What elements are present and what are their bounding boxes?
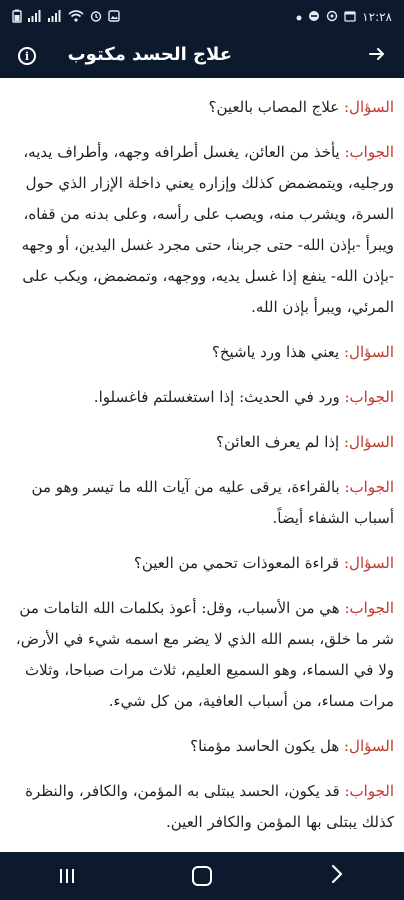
info-button[interactable] bbox=[14, 43, 40, 69]
signal-icon-2 bbox=[48, 10, 62, 24]
calendar-icon bbox=[344, 10, 356, 24]
answer-paragraph bbox=[10, 137, 394, 323]
answer-text: ورد في الحديث: إذا استغسلتم فاغسلوا. bbox=[93, 388, 345, 406]
question-text: يعني هذا ورد ياشيخ؟ bbox=[211, 343, 344, 361]
home-icon bbox=[192, 866, 212, 886]
home-button[interactable] bbox=[172, 856, 232, 896]
answer-label: الجواب: bbox=[344, 143, 394, 161]
question-text: هل يكون الحاسد مؤمنا؟ bbox=[190, 737, 344, 755]
dnd-icon bbox=[308, 10, 320, 24]
question-paragraph bbox=[10, 92, 394, 123]
battery-icon bbox=[12, 9, 22, 25]
recents-button[interactable] bbox=[37, 856, 97, 896]
signal-icon bbox=[28, 10, 42, 24]
question-label: السؤال: bbox=[344, 98, 394, 116]
answer-label: الجواب: bbox=[344, 599, 394, 617]
dot-icon bbox=[296, 12, 302, 23]
question-text: إذا لم يعرف العائن؟ bbox=[216, 433, 344, 451]
back-button[interactable] bbox=[364, 43, 390, 69]
chevron-right-icon bbox=[331, 864, 343, 888]
status-time: ١٢:٢٨ bbox=[362, 10, 392, 24]
question-paragraph bbox=[10, 548, 394, 579]
question-label: السؤال: bbox=[344, 343, 394, 361]
photo-icon bbox=[108, 10, 120, 24]
page-title: علاج الحسد مكتوب bbox=[67, 44, 232, 65]
sync-icon bbox=[326, 10, 338, 24]
answer-text: بالقراءة، يرقى عليه من آيات الله ما تيسر وهو من أسباب الشفاء أيضاً. bbox=[31, 478, 394, 527]
question-text: علاج المصاب بالعين؟ bbox=[208, 98, 344, 116]
answer-label: الجواب: bbox=[344, 478, 394, 496]
answer-label: الجواب: bbox=[344, 782, 394, 800]
status-bar bbox=[0, 0, 404, 34]
question-paragraph bbox=[10, 731, 394, 762]
answer-text: يأخذ من العائن، يغسل أطرافه وجهه، وأطراف يديه، ورجليه، ويتمضمض كذلك وإزاره يعني داخلة الإزار الذي حول السرة، ويشرب منه، ويصب على رأسه، وعلى بدنه من قفاه، ويبرأ -بإذن الله- حتى جربنا، حتى مجرد غسل اليدين، أو وجهه -بإذن الله- ينفع إذا غسل يديه، ووجهه، وتمضمض، ويكب على المرئي، ويبرأ بإذن الله. bbox=[21, 143, 394, 316]
recents-icon bbox=[60, 869, 74, 883]
question-paragraph bbox=[10, 427, 394, 458]
system-nav-bar bbox=[0, 852, 404, 900]
question-paragraph bbox=[10, 337, 394, 368]
answer-text: هي من الأسباب، وقل: أعوذ بكلمات الله التامات من شر ما خلق، بسم الله الذي لا يضر مع اسمه شيء في الأرض، ولا في السماء، وهو السميع العليم، ثلاث مرات صباحا، وثلاث مرات مساء، من أسباب العافية، من كل شيء. bbox=[15, 599, 394, 710]
status-right bbox=[296, 10, 392, 24]
answer-paragraph bbox=[10, 382, 394, 413]
question-label: السؤال: bbox=[344, 737, 394, 755]
app-bar bbox=[0, 34, 404, 78]
wifi-icon bbox=[68, 10, 84, 24]
status-left bbox=[12, 9, 120, 25]
answer-text: قد يكون، الحسد يبتلى به المؤمن، والكافر، والنظرة كذلك يبتلى بها المؤمن والكافر العين. bbox=[25, 782, 394, 831]
answer-paragraph bbox=[10, 593, 394, 717]
question-label: السؤال: bbox=[344, 554, 394, 572]
question-label: السؤال: bbox=[344, 433, 394, 451]
article-content bbox=[0, 78, 404, 852]
answer-paragraph bbox=[10, 472, 394, 534]
answer-label: الجواب: bbox=[344, 388, 394, 406]
system-back-button[interactable] bbox=[307, 856, 367, 896]
question-text: قراءة المعوذات تحمي من العين؟ bbox=[133, 554, 344, 572]
answer-paragraph bbox=[10, 776, 394, 838]
arrow-right-icon bbox=[369, 46, 385, 66]
info-icon: i bbox=[18, 47, 36, 65]
alarm-icon bbox=[90, 10, 102, 24]
